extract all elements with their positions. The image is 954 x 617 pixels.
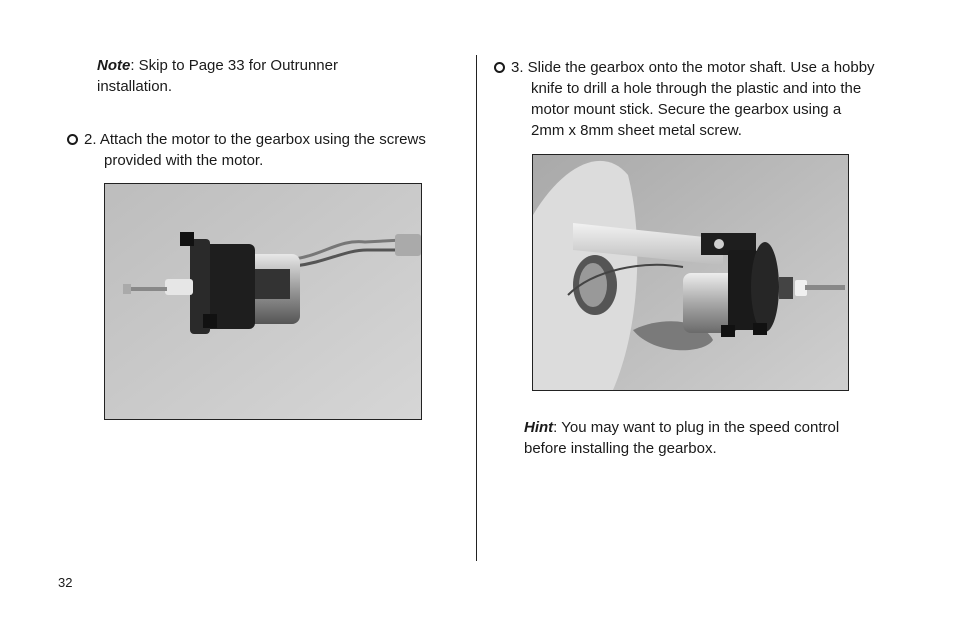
gearbox-installation-photo	[532, 154, 849, 391]
note-text-line1: : Skip to Page 33 for Outrunner	[130, 57, 338, 74]
motor-gearbox-illustration	[105, 184, 421, 419]
note-block	[97, 55, 338, 97]
checkbox-icon[interactable]	[67, 134, 78, 145]
step-3-line2: knife to drill a hole through the plastic and into the	[531, 80, 862, 97]
motor-gearbox-photo	[104, 183, 422, 420]
step-2-line2: provided with the motor.	[104, 152, 264, 169]
step-3-line1: 3. Slide the gearbox onto the motor shaft. Use a hobby	[511, 59, 875, 76]
note-text-line2: installation.	[97, 78, 173, 95]
step-2-line1: 2. Attach the motor to the gearbox using the screws	[84, 131, 426, 148]
step-3	[494, 57, 894, 141]
step-3-line4: 2mm x 8mm sheet metal screw.	[531, 122, 742, 139]
gearbox-installation-illustration	[533, 155, 848, 390]
hint-text-line2: before installing the gearbox.	[524, 440, 717, 457]
checkbox-icon[interactable]	[494, 62, 505, 73]
note-label: Note	[97, 57, 131, 74]
step-2	[67, 129, 447, 171]
hint-text-line1: : You may want to plug in the speed control	[553, 419, 840, 436]
column-divider	[476, 55, 477, 561]
hint-label: Hint	[524, 419, 554, 436]
hint-block	[524, 417, 839, 459]
step-3-line3: motor mount stick. Secure the gearbox using a	[531, 101, 842, 118]
page-number: 32	[58, 575, 73, 590]
